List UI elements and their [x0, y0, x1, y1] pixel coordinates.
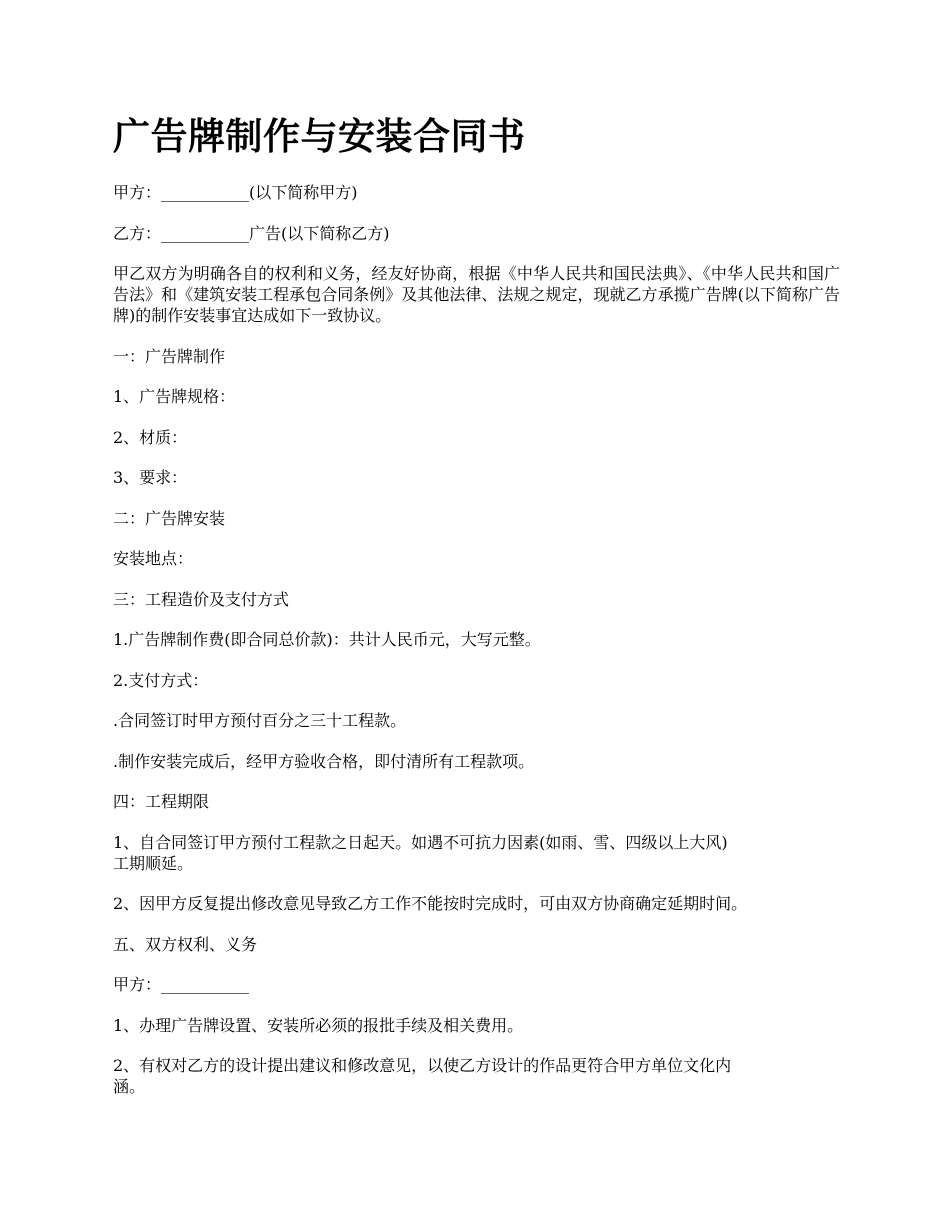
clause-install-location: 安装地点：	[113, 549, 194, 568]
contract-page	[113, 112, 840, 1117]
party-a-duties-heading: 甲方：___________	[113, 975, 250, 994]
party-a-line: 甲方：___________(以下简称甲方)	[113, 183, 358, 202]
section-heading-schedule: 四：工程期限	[113, 792, 210, 811]
clause-requirements: 3、要求：	[113, 468, 188, 487]
clause-production-fee: 1.广告牌制作费(即合同总价款)：共计人民币元，大写元整。	[113, 630, 541, 649]
clause-design-feedback: 2、有权对乙方的设计提出建议和修改意见，以使乙方设计的作品更符合甲方单位文化内 涵。	[113, 1056, 732, 1096]
clause-delay: 2、因甲方反复提出修改意见导致乙方工作不能按时完成时，可由双方协商确定延期时间。	[113, 894, 748, 913]
clause-payment-method: 2.支付方式：	[113, 670, 209, 690]
clause-material: 2、材质：	[113, 427, 188, 447]
section-heading-production: 一：广告牌制作	[113, 346, 226, 366]
section-heading-rights-duties: 五、双方权利、义务	[113, 934, 258, 954]
section-heading-cost-payment: 三：工程造价及支付方式	[113, 589, 290, 609]
clause-duration: 1、自合同签订甲方预付工程款之日起天。如遇不可抗力因素(如雨、雪、四级以上大风) 工期顺延。	[113, 832, 728, 873]
clause-permits: 1、办理广告牌设置、安装所必须的报批手续及相关费用。	[113, 1015, 524, 1035]
section-heading-installation: 二：广告牌安装	[113, 508, 226, 528]
clause-final-payment: .制作安装完成后，经甲方验收合格，即付清所有工程款项。	[113, 751, 535, 771]
document-title: 广告牌制作与安装合同书	[113, 114, 526, 158]
preamble-paragraph: 甲乙双方为明确各自的权利和义务，经友好协商，根据《中华人民共和国民法典》、《中华人民共和国广告法》和《建筑安装工程承包合同条例》及其他法律、法规之规定，现就乙方承揽广告牌(以下简称广告牌)的制作安装事宜达成如下一致协议。	[113, 264, 840, 325]
party-b-line: 乙方：___________广告(以下简称乙方)	[113, 223, 390, 243]
clause-prepayment: .合同签订时甲方预付百分之三十工程款。	[113, 711, 407, 730]
clause-specification: 1、广告牌规格：	[113, 387, 236, 406]
